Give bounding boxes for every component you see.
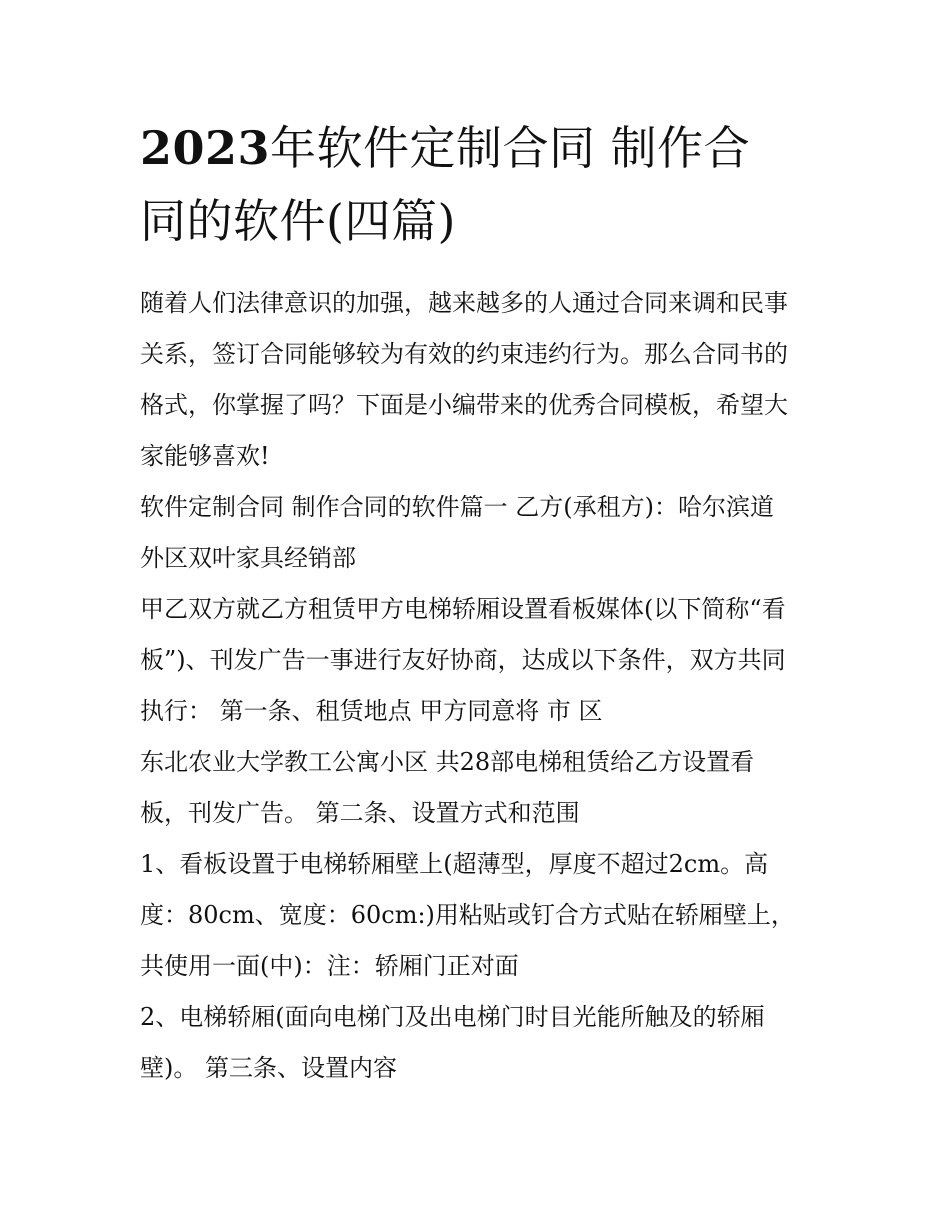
body-line: 板，刊发广告。 第二条、设置方式和范围 <box>140 799 580 827</box>
body-line: 甲乙双方就乙方租赁甲方电梯轿厢设置看板媒体(以下简称“看 <box>140 595 786 623</box>
document-title <box>140 112 830 258</box>
title-year: 2023 <box>140 121 271 175</box>
body-line: 外区双叶家具经销部 <box>140 544 356 572</box>
body-line: 家能够喜欢! <box>140 442 270 470</box>
body-line: 随着人们法律意识的加强，越来越多的人通过合同来调和民事 <box>140 289 788 317</box>
title-line-1 <box>140 121 750 175</box>
title-line-2: 同的软件(四篇) <box>140 194 456 248</box>
body-line: 度：80cm、宽度：60cm:)用粘贴或钉合方式贴在轿厢壁上， <box>140 901 795 929</box>
body-line: 执行： 第一条、租赁地点 甲方同意将 市 区 <box>140 697 603 725</box>
document-body <box>140 278 820 1094</box>
body-line: 东北农业大学教工公寓小区 共28部电梯租赁给乙方设置看 <box>140 748 755 776</box>
body-line: 关系，签订合同能够较为有效的约束违约行为。那么合同书的 <box>140 340 788 368</box>
body-line: 格式，你掌握了吗？下面是小编带来的优秀合同模板，希望大 <box>140 391 788 419</box>
body-line: 板”)、刊发广告一事进行友好协商，达成以下条件，双方共同 <box>140 646 786 674</box>
title-line-1-text: 年软件定制合同 制作合 <box>270 121 751 175</box>
body-line: 壁)。 第三条、设置内容 <box>140 1054 397 1082</box>
body-line: 2、电梯轿厢(面向电梯门及出电梯门时目光能所触及的轿厢 <box>140 1003 765 1031</box>
body-line: 软件定制合同 制作合同的软件篇一 乙方(承租方)：哈尔滨道 <box>140 493 774 521</box>
body-line: 1、看板设置于电梯轿厢壁上(超薄型，厚度不超过2cm。高 <box>140 850 769 878</box>
body-line: 共使用一面(中)：注：轿厢门正对面 <box>140 952 519 980</box>
